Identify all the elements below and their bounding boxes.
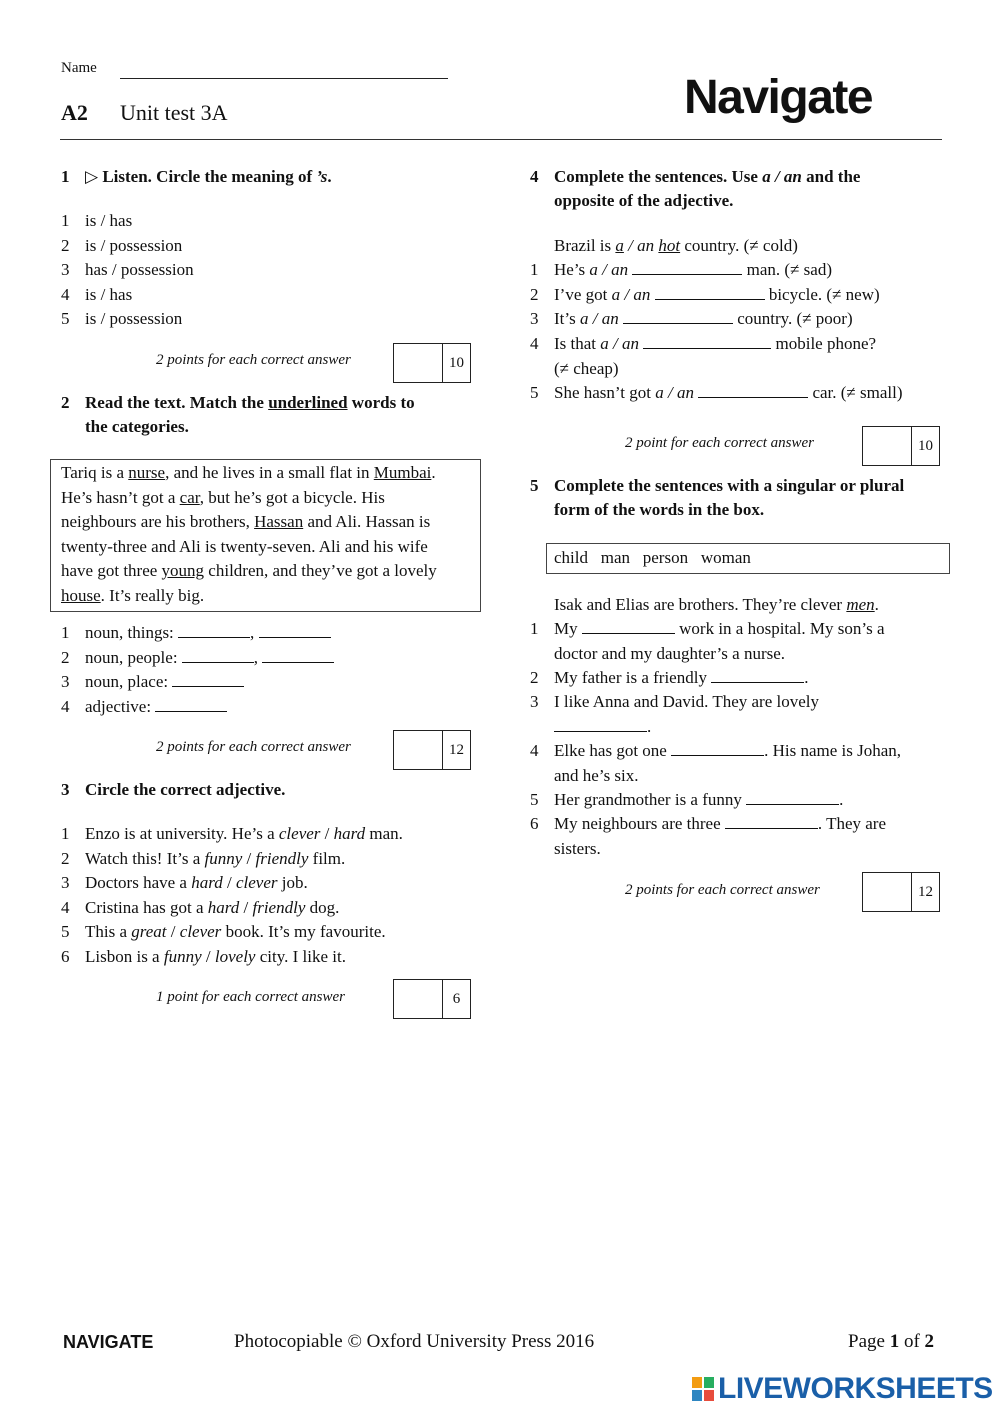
a-an-choice[interactable]: a / an: [655, 383, 694, 402]
item-number: 2: [61, 235, 70, 255]
answer-blank[interactable]: [671, 741, 764, 756]
option-choice[interactable]: funny: [163, 946, 202, 966]
ex5-word-list: child man person woman: [554, 548, 751, 567]
answer-blank[interactable]: [182, 648, 254, 663]
item-number: 3: [530, 692, 539, 711]
answer-blank[interactable]: [655, 285, 765, 300]
item-number: 4: [61, 284, 70, 304]
navigate-logo: Navigate: [684, 71, 873, 124]
item-options: has / possession: [85, 260, 194, 279]
ex4-heading-line2: opposite of the adjective.: [554, 191, 734, 210]
ex2-text-line: He’s hasn’t got a car, but he’s got a bicycle. His: [61, 487, 385, 507]
a-an-choice[interactable]: a / an: [589, 260, 629, 279]
answer-blank[interactable]: [178, 623, 250, 638]
item-number: 6: [530, 814, 539, 833]
item-label: noun, people:: [85, 647, 178, 667]
ex2-text-line: neighbours are his brothers, Hassan and Ali. Hassan is: [61, 512, 431, 531]
ex4-number: 4: [530, 167, 539, 186]
answer-blank[interactable]: [746, 790, 839, 805]
option-choice[interactable]: funny: [204, 848, 243, 868]
ex5-item-line2: doctor and my daughter’s a nurse.: [554, 643, 786, 663]
option-choice[interactable]: friendly: [255, 848, 309, 868]
ex2-text-line: Tariq is a nurse, and he lives in a small flat in Mumbai.: [61, 463, 436, 482]
ex3-score-box: [393, 979, 471, 1019]
item-label: adjective:: [85, 696, 152, 716]
item-options: is / possession: [85, 235, 183, 255]
answer-blank[interactable]: [698, 383, 808, 398]
answer-blank[interactable]: [632, 260, 742, 275]
option-choice[interactable]: hard: [207, 897, 240, 917]
ex2-points: 2 points for each correct answer: [156, 739, 351, 755]
a-an-choice[interactable]: a / an: [600, 334, 640, 353]
item-number: 2: [61, 848, 70, 868]
item-number: 1: [530, 619, 539, 638]
option-choice[interactable]: clever: [278, 824, 321, 843]
item-options: is / possession: [85, 309, 183, 328]
item-number: 1: [61, 623, 70, 642]
underlined-word: Hassan: [254, 512, 304, 531]
ex3-number: 3: [61, 780, 70, 799]
item-number: 2: [530, 668, 539, 687]
test-title: Unit test 3A: [120, 100, 228, 125]
ex2-number: 2: [61, 393, 70, 412]
ex2-score-box: [393, 730, 471, 770]
answer-blank[interactable]: [725, 814, 818, 829]
item-number: 5: [530, 383, 539, 402]
ex5-item-line2: .: [554, 715, 651, 739]
ex5-item-line2: and he’s six.: [554, 765, 639, 785]
item-number: 1: [530, 260, 539, 279]
ex1-number: 1: [61, 167, 70, 186]
ex2-text-line: house. It’s really big.: [61, 585, 205, 605]
item-number: 2: [530, 285, 539, 304]
ex1-total: 10: [449, 355, 464, 371]
option-choice[interactable]: lovely: [214, 946, 256, 966]
ex4-score-box: [862, 426, 940, 466]
item-number: 5: [61, 309, 70, 328]
ex2-text-line: twenty-three and Ali is twenty-seven. Ali and his wife: [61, 536, 428, 556]
underlined-word: young: [161, 561, 205, 580]
ex4-points: 2 point for each correct answer: [625, 435, 815, 451]
option-choice[interactable]: friendly: [252, 897, 306, 917]
answer-blank[interactable]: [582, 619, 675, 634]
item-number: 3: [530, 309, 539, 328]
item-number: 4: [530, 334, 539, 353]
name-label: Name: [61, 60, 97, 76]
name-field[interactable]: [120, 77, 448, 79]
ex4-item-line2: (≠ cheap): [554, 358, 619, 378]
item-number: 4: [61, 897, 70, 917]
underlined-word: car: [179, 487, 200, 507]
item-number: 5: [61, 922, 70, 941]
a-an-choice[interactable]: a / an: [579, 309, 619, 328]
ex5-item-line2: sisters.: [554, 838, 601, 858]
option-choice[interactable]: clever: [179, 922, 222, 941]
ex5-points: 2 points for each correct answer: [625, 882, 820, 898]
item-number: 1: [61, 211, 70, 230]
ex5-number: 5: [530, 476, 539, 495]
ex5-example: Isak and Elias are brothers. They’re clever men.: [554, 595, 879, 614]
item-number: 3: [61, 873, 70, 892]
footer-brand: NAVIGATE: [63, 1332, 154, 1352]
ex5-score-box: [862, 872, 940, 912]
footer-page: Page 1 of 2: [848, 1331, 935, 1352]
item-number: 4: [61, 696, 70, 716]
ex5-total: 12: [918, 884, 933, 900]
footer-copyright: Photocopiable © Oxford University Press 2016: [234, 1331, 595, 1352]
item-number: 3: [61, 260, 70, 279]
a-an-choice[interactable]: a / an: [611, 285, 651, 304]
answer-blank[interactable]: [155, 697, 227, 712]
level-label: A2: [61, 100, 88, 125]
answer-blank[interactable]: [623, 309, 733, 324]
item-options: is / has: [85, 284, 133, 304]
liveworksheets-text[interactable]: LIVEWORKSHEETS: [718, 1372, 993, 1405]
ex2-text-line: have got three young children, and they’ve got a lovely: [61, 561, 437, 580]
ex2-total: 12: [449, 742, 464, 758]
ex2-heading-line2: the categories.: [85, 417, 189, 436]
ex1-points: 2 points for each correct answer: [156, 352, 351, 368]
option-choice[interactable]: hard: [333, 824, 366, 843]
underlined-word: nurse: [128, 463, 166, 482]
answer-blank[interactable]: [643, 334, 771, 349]
item-number: 6: [61, 946, 70, 966]
item-number: 2: [61, 647, 70, 667]
answer-blank[interactable]: [554, 717, 647, 732]
option-choice[interactable]: great: [131, 922, 167, 941]
liveworksheets-icon: [692, 1377, 714, 1401]
underlined-word: Mumbai: [373, 463, 432, 482]
header-rule: [60, 139, 942, 140]
item-number: 5: [530, 790, 539, 809]
ex3-total: 6: [452, 991, 461, 1007]
ex1-score-box: [393, 343, 471, 383]
option-choice[interactable]: clever: [235, 873, 278, 892]
answer-blank[interactable]: [711, 668, 804, 683]
underlined-word: house: [61, 585, 101, 605]
item-number: 3: [61, 672, 70, 691]
answer-blank[interactable]: [172, 672, 244, 687]
play-icon[interactable]: ▷: [85, 167, 99, 186]
option-choice[interactable]: hard: [191, 873, 223, 892]
item-options: is / has: [85, 211, 133, 230]
ex4-example: Brazil is a / an hot country. (≠ cold): [554, 236, 798, 255]
answer-blank[interactable]: [262, 648, 334, 663]
ex3-points: 1 point for each correct answer: [156, 989, 346, 1005]
ex4-total: 10: [918, 438, 933, 454]
answer-blank[interactable]: [259, 623, 331, 638]
ex5-heading-line2: form of the words in the box.: [554, 500, 765, 519]
item-number: 1: [61, 824, 70, 843]
item-label: noun, things:: [85, 623, 174, 642]
item-number: 4: [530, 741, 539, 760]
item-label: noun, place:: [85, 672, 169, 691]
